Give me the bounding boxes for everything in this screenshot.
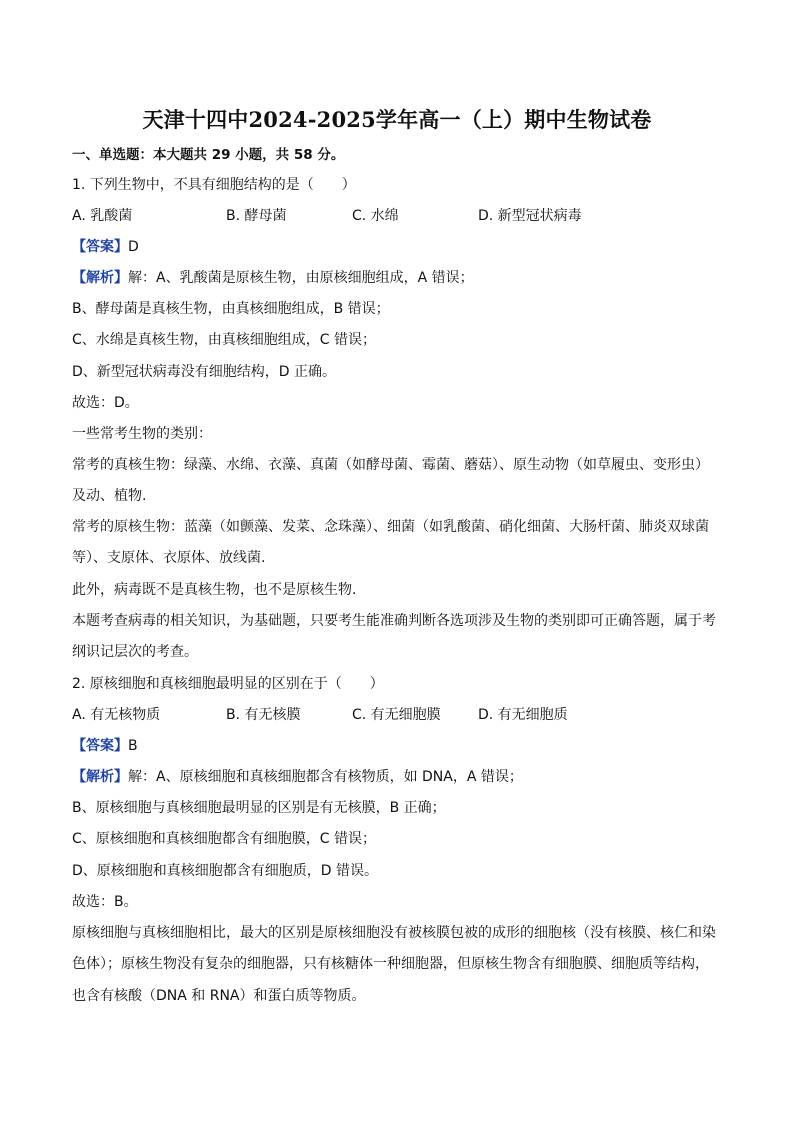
q2-option-b: B. 有无核膜: [226, 707, 301, 723]
answer-tag: 【答案】: [72, 738, 128, 754]
q2-option-c: C. 有无细胞膜: [352, 707, 441, 723]
page-title: 天津十四中2024-2025学年高一（上）期中生物试卷: [142, 107, 652, 132]
q2-answer-value: B: [128, 738, 138, 754]
analysis-tag: 【解析】: [72, 769, 128, 785]
q2-line: 也含有核酸（DNA 和 RNA）和蛋白质等物质。: [72, 988, 366, 1004]
q2-line: 故选：B。: [72, 894, 138, 910]
q1-line: C、水绵是真核生物，由真核细胞组成，C 错误；: [72, 332, 376, 348]
question-1-stem: 1. 下列生物中，不具有细胞结构的是（ ）: [72, 177, 356, 193]
q2-answer: [72, 736, 728, 756]
q2-line: 色体）；原核生物没有复杂的细胞器，只有核糖体一种细胞器，但原核生物含有细胞膜、细胞质等结构，: [72, 956, 709, 972]
q1-analysis: [72, 268, 728, 288]
q1-option-d: D. 新型冠状病毒: [478, 208, 582, 224]
q1-analysis-text: 解：A、乳酸菌是原核生物，由原核细胞组成，A 错误；: [128, 270, 474, 286]
q2-line: 原核细胞与真核细胞相比，最大的区别是原核细胞没有被核膜包被的成形的细胞核（没有核膜、核仁和染: [72, 925, 716, 941]
q1-option-b: B. 酵母菌: [226, 208, 287, 224]
q1-line: 及动、植物.: [72, 488, 147, 504]
q2-option-d: D. 有无细胞质: [478, 707, 568, 723]
q2-line: D、原核细胞和真核细胞都含有细胞质，D 错误。: [72, 863, 379, 879]
answer-tag: 【答案】: [72, 239, 128, 255]
q2-option-a: A. 有无核物质: [72, 707, 161, 723]
q2-analysis: [72, 767, 728, 787]
q1-answer: [72, 237, 728, 257]
q1-line: 等）、支原体、衣原体、放线菌.: [72, 550, 266, 566]
q1-line: 故选：D。: [72, 395, 139, 411]
q1-line: 常考的原核生物：蓝藻（如颤藻、发菜、念珠藻）、细菌（如乳酸菌、硝化细菌、大肠杆菌、肺炎双球菌: [72, 519, 709, 535]
q1-line: B、酵母菌是真核生物，由真核细胞组成，B 错误；: [72, 301, 390, 317]
analysis-tag: 【解析】: [72, 270, 128, 286]
q1-option-c: C. 水绵: [352, 208, 399, 224]
q2-analysis-text: 解：A、原核细胞和真核细胞都含有核物质，如 DNA，A 错误；: [128, 769, 523, 785]
q1-option-a: A. 乳酸菌: [72, 208, 133, 224]
q2-line: C、原核细胞和真核细胞都含有细胞膜，C 错误；: [72, 831, 376, 847]
section-heading: 一、单选题：本大题共 29 小题，共 58 分。: [72, 147, 345, 163]
question-2-stem: 2. 原核细胞和真核细胞最明显的区别在于（ ）: [72, 676, 384, 692]
q1-answer-value: D: [128, 239, 139, 255]
q1-line: 纲识记层次的考查。: [72, 644, 198, 660]
q1-line: 常考的真核生物：绿藻、水绵、衣藻、真菌（如酵母菌、霉菌、蘑菇）、原生动物（如草履虫、变形虫）: [72, 457, 709, 473]
q2-line: B、原核细胞与真核细胞最明显的区别是有无核膜，B 正确；: [72, 800, 446, 816]
q1-line: D、新型冠状病毒没有细胞结构，D 正确。: [72, 364, 337, 380]
q1-line: 一些常考生物的类别：: [72, 426, 212, 442]
q1-line: 此外，病毒既不是真核生物，也不是原核生物.: [72, 582, 357, 598]
q1-line: 本题考查病毒的相关知识，为基础题，只要考生能准确判断各选项涉及生物的类别即可正确答题，属于考: [72, 613, 716, 629]
